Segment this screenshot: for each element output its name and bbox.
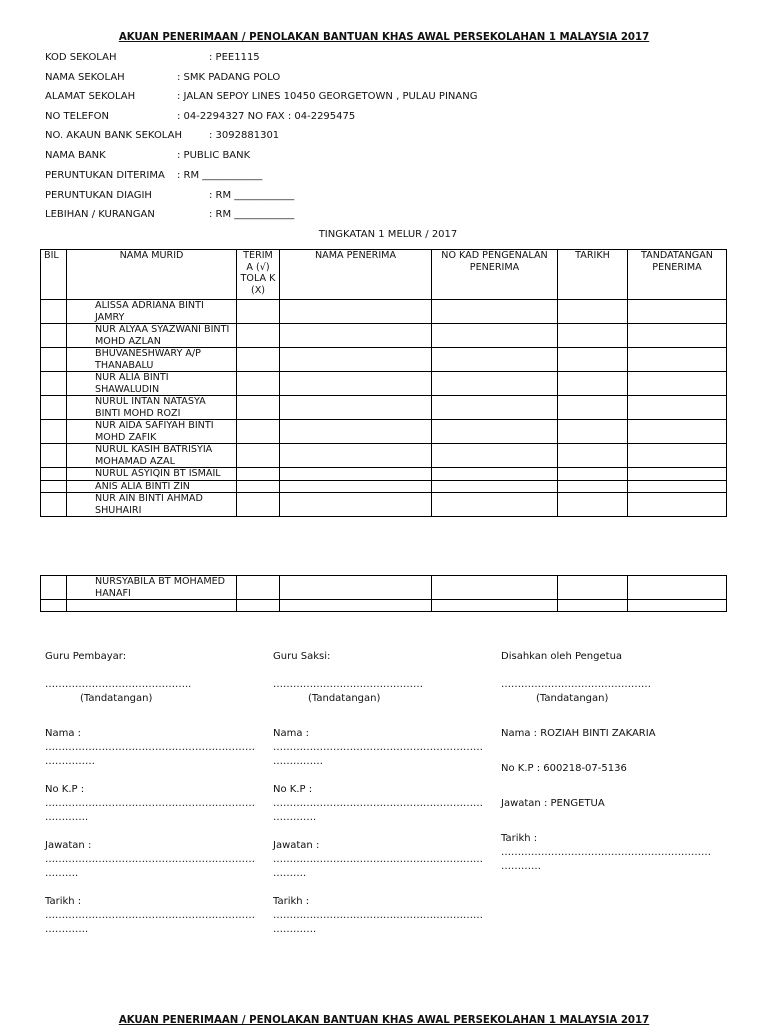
header-nama-penerima: NAMA PENERIMA	[280, 250, 432, 300]
info-label-alamat: ALAMAT SEKOLAH	[45, 91, 136, 102]
cell-student-name	[67, 600, 237, 612]
cell-no-kad[interactable]	[432, 468, 558, 481]
info-value-peruntukan-diterima: : RM ____________	[177, 170, 263, 181]
cell-student-name: ALISSA ADRIANA BINTI JAMRY	[67, 300, 237, 324]
signature-col-pembayar	[45, 650, 260, 937]
cell-nama-penerima[interactable]	[280, 372, 432, 396]
cell-terima[interactable]	[237, 300, 280, 324]
cell-student-name: NURSYABILA BT MOHAMED HANAFI	[67, 576, 237, 600]
table-row	[41, 600, 727, 612]
info-label-lebihan: LEBIHAN / KURANGAN	[45, 209, 155, 220]
cell-tarikh[interactable]	[558, 493, 628, 517]
jawatan-dots[interactable]: ………………………………………………………	[45, 854, 255, 865]
cell-nama-penerima[interactable]	[280, 576, 432, 600]
info-value-nama-bank: : PUBLIC BANK	[177, 150, 251, 161]
table-row	[41, 480, 727, 493]
cell-student-name: NURUL KASIH BATRISYIA MOHAMAD AZAL	[67, 444, 237, 468]
jawatan-label: Jawatan : PENGETUA	[501, 798, 605, 809]
kp-dots-2[interactable]: ………….	[273, 812, 317, 823]
header-terima-tolak: TERIM A (√) TOLA K (X)	[237, 250, 280, 300]
cell-bil	[41, 324, 67, 348]
nama-dots-2[interactable]: ……………	[45, 756, 95, 767]
cell-no-kad[interactable]	[432, 480, 558, 493]
table-row	[41, 324, 727, 348]
cell-terima[interactable]	[237, 420, 280, 444]
cell-tarikh[interactable]	[558, 420, 628, 444]
table-row	[41, 396, 727, 420]
sig-heading: Disahkan oleh Pengetua	[501, 651, 623, 662]
info-label-peruntukan-diterima: PERUNTUKAN DITERIMA	[45, 170, 165, 181]
cell-bil	[41, 348, 67, 372]
cell-student-name: NURUL ASYIQIN BT ISMAIL	[67, 468, 237, 481]
student-table	[40, 249, 727, 517]
cell-bil	[41, 480, 67, 493]
header-nama-murid: NAMA MURID	[67, 250, 237, 300]
cell-tarikh[interactable]	[558, 372, 628, 396]
info-value-peruntukan-diagih: : RM ____________	[209, 190, 295, 201]
nama-dots-2[interactable]: ……………	[273, 756, 323, 767]
cell-terima[interactable]	[237, 576, 280, 600]
cell-bil	[41, 468, 67, 481]
info-value-alamat: : JALAN SEPOY LINES 10450 GEORGETOWN , PULAU PINANG	[177, 91, 478, 102]
cell-student-name: NUR ALIA BINTI SHAWALUDIN	[67, 372, 237, 396]
sig-label: (Tandatangan)	[308, 693, 381, 704]
info-value-akaun-bank: : 3092881301	[209, 130, 280, 141]
info-label-nama-bank: NAMA BANK	[45, 150, 106, 161]
cell-terima[interactable]	[237, 372, 280, 396]
kp-label: No K.P : 600218-07-5136	[501, 763, 627, 774]
cell-nama-penerima[interactable]	[280, 324, 432, 348]
jawatan-label: Jawatan :	[273, 840, 320, 851]
nama-label: Nama :	[273, 728, 310, 739]
jawatan-dots[interactable]: ………………………………………………………	[273, 854, 483, 865]
cell-student-name: ANIS ALIA BINTI ZIN	[67, 480, 237, 493]
cell-no-kad[interactable]	[432, 493, 558, 517]
footer-title: AKUAN PENERIMAAN / PENOLAKAN BANTUAN KHAS AWAL PERSEKOLAHAN 1 MALAYSIA 2017	[118, 1015, 650, 1026]
cell-bil	[41, 420, 67, 444]
cell-student-name: NUR ALYAA SYAZWANI BINTI MOHD AZLAN	[67, 324, 237, 348]
signature-col-pengetua	[501, 650, 716, 874]
tarikh-dots-2[interactable]: ………….	[273, 924, 317, 935]
info-value-nama-sekolah: : SMK PADANG POLO	[177, 72, 281, 83]
table-row	[41, 493, 727, 517]
cell-terima[interactable]	[237, 493, 280, 517]
cell-no-kad[interactable]	[432, 396, 558, 420]
nama-dots[interactable]: ………………………………………………………	[273, 742, 483, 753]
cell-terima[interactable]	[237, 600, 280, 612]
table-header-row	[41, 250, 727, 300]
sig-heading: Guru Saksi:	[273, 651, 331, 662]
cell-no-kad[interactable]	[432, 420, 558, 444]
cell-terima[interactable]	[237, 468, 280, 481]
kp-label: No K.P :	[45, 784, 85, 795]
nama-label: Nama : ROZIAH BINTI ZAKARIA	[501, 728, 656, 739]
nama-dots[interactable]: ………………………………………………………	[45, 742, 255, 753]
jawatan-dots-2[interactable]: ……….	[45, 868, 79, 879]
table-row	[41, 420, 727, 444]
info-value-lebihan: : RM ____________	[209, 209, 295, 220]
cell-terima[interactable]	[237, 444, 280, 468]
cell-nama-penerima[interactable]	[280, 480, 432, 493]
tarikh-dots[interactable]: ………………………………………………………	[45, 910, 255, 921]
cell-tarikh[interactable]	[558, 444, 628, 468]
info-value-telefon: : 04-2294327 NO FAX : 04-2295475	[177, 111, 356, 122]
kp-dots[interactable]: ………………………………………………………	[273, 798, 483, 809]
info-label-telefon: NO TELEFON	[45, 111, 109, 122]
info-label-peruntukan-diagih: PERUNTUKAN DIAGIH	[45, 190, 152, 201]
cell-no-kad[interactable]	[432, 600, 558, 612]
cell-no-kad[interactable]	[432, 348, 558, 372]
table-row	[41, 468, 727, 481]
header-bil: BIL	[41, 250, 67, 300]
tarikh-label: Tarikh :	[45, 896, 82, 907]
table-row	[41, 300, 727, 324]
cell-nama-penerima[interactable]	[280, 493, 432, 517]
cell-bil	[41, 576, 67, 600]
cell-student-name: NUR AIDA SAFIYAH BINTI MOHD ZAFIK	[67, 420, 237, 444]
info-label-akaun-bank: NO. AKAUN BANK SEKOLAH	[45, 130, 182, 141]
signature-col-saksi	[273, 650, 488, 937]
cell-nama-penerima[interactable]	[280, 348, 432, 372]
cell-terima[interactable]	[237, 480, 280, 493]
cell-bil	[41, 372, 67, 396]
cell-no-kad[interactable]	[432, 324, 558, 348]
sig-dots[interactable]: ………………………………………	[501, 679, 651, 690]
tarikh-label: Tarikh :	[273, 896, 310, 907]
cell-tandatangan[interactable]	[628, 396, 727, 420]
cell-nama-penerima[interactable]	[280, 396, 432, 420]
cell-tarikh[interactable]	[558, 348, 628, 372]
cell-tandatangan[interactable]	[628, 480, 727, 493]
student-table-continued	[40, 575, 727, 612]
cell-tandatangan[interactable]	[628, 300, 727, 324]
header-no-kad: NO KAD PENGENALAN PENERIMA	[432, 250, 558, 300]
info-value-kod-sekolah: : PEE1115	[209, 52, 260, 63]
cell-tandatangan[interactable]	[628, 348, 727, 372]
cell-student-name: BHUVANESHWARY A/P THANABALU	[67, 348, 237, 372]
cell-tandatangan[interactable]	[628, 468, 727, 481]
table-row	[41, 444, 727, 468]
cell-tandatangan[interactable]	[628, 600, 727, 612]
cell-tarikh[interactable]	[558, 300, 628, 324]
cell-terima[interactable]	[237, 348, 280, 372]
cell-tandatangan[interactable]	[628, 420, 727, 444]
tarikh-dots[interactable]: ………………………………………………………	[501, 847, 711, 858]
cell-tarikh[interactable]	[558, 576, 628, 600]
cell-nama-penerima[interactable]	[280, 420, 432, 444]
kp-label: No K.P :	[273, 784, 313, 795]
cell-student-name: NUR AIN BINTI AHMAD SHUHAIRI	[67, 493, 237, 517]
cell-nama-penerima[interactable]	[280, 600, 432, 612]
document-title: AKUAN PENERIMAAN / PENOLAKAN BANTUAN KHAS AWAL PERSEKOLAHAN 1 MALAYSIA 2017	[118, 32, 650, 43]
sig-dots[interactable]: ……………………………………..	[45, 679, 192, 690]
class-title: TINGKATAN 1 MELUR / 2017	[318, 229, 458, 240]
header-tandatangan: TANDATANGAN PENERIMA	[628, 250, 727, 300]
info-label-nama-sekolah: NAMA SEKOLAH	[45, 72, 125, 83]
header-tarikh: TARIKH	[558, 250, 628, 300]
cell-bil	[41, 300, 67, 324]
sig-label: (Tandatangan)	[80, 693, 153, 704]
sig-dots[interactable]: ………………………………………	[273, 679, 423, 690]
sig-heading: Guru Pembayar:	[45, 651, 127, 662]
cell-nama-penerima[interactable]	[280, 468, 432, 481]
cell-tarikh[interactable]	[558, 468, 628, 481]
jawatan-label: Jawatan :	[45, 840, 92, 851]
cell-no-kad[interactable]	[432, 576, 558, 600]
tarikh-dots-2[interactable]: ………….	[45, 924, 89, 935]
table-row	[41, 576, 727, 600]
cell-no-kad[interactable]	[432, 372, 558, 396]
cell-nama-penerima[interactable]	[280, 300, 432, 324]
cell-bil	[41, 600, 67, 612]
tarikh-dots-2[interactable]: …………	[501, 861, 541, 872]
tarikh-dots[interactable]: ………………………………………………………	[273, 910, 483, 921]
sig-label: (Tandatangan)	[536, 693, 609, 704]
cell-tarikh[interactable]	[558, 480, 628, 493]
nama-label: Nama :	[45, 728, 82, 739]
jawatan-dots-2[interactable]: ……….	[273, 868, 307, 879]
cell-tarikh[interactable]	[558, 324, 628, 348]
table-row	[41, 372, 727, 396]
cell-tandatangan[interactable]	[628, 493, 727, 517]
cell-nama-penerima[interactable]	[280, 444, 432, 468]
cell-tarikh[interactable]	[558, 396, 628, 420]
cell-tarikh[interactable]	[558, 600, 628, 612]
cell-terima[interactable]	[237, 396, 280, 420]
cell-bil	[41, 396, 67, 420]
cell-tandatangan[interactable]	[628, 372, 727, 396]
cell-bil	[41, 493, 67, 517]
tarikh-label: Tarikh :	[501, 833, 538, 844]
cell-terima[interactable]	[237, 324, 280, 348]
cell-no-kad[interactable]	[432, 444, 558, 468]
cell-tandatangan[interactable]	[628, 324, 727, 348]
cell-student-name: NURUL INTAN NATASYA BINTI MOHD ROZI	[67, 396, 237, 420]
cell-bil	[41, 444, 67, 468]
table-row	[41, 348, 727, 372]
cell-tandatangan[interactable]	[628, 576, 727, 600]
cell-no-kad[interactable]	[432, 300, 558, 324]
kp-dots[interactable]: ………………………………………………………	[45, 798, 255, 809]
cell-tandatangan[interactable]	[628, 444, 727, 468]
kp-dots-2[interactable]: ………….	[45, 812, 89, 823]
info-label-kod-sekolah: KOD SEKOLAH	[45, 52, 117, 63]
